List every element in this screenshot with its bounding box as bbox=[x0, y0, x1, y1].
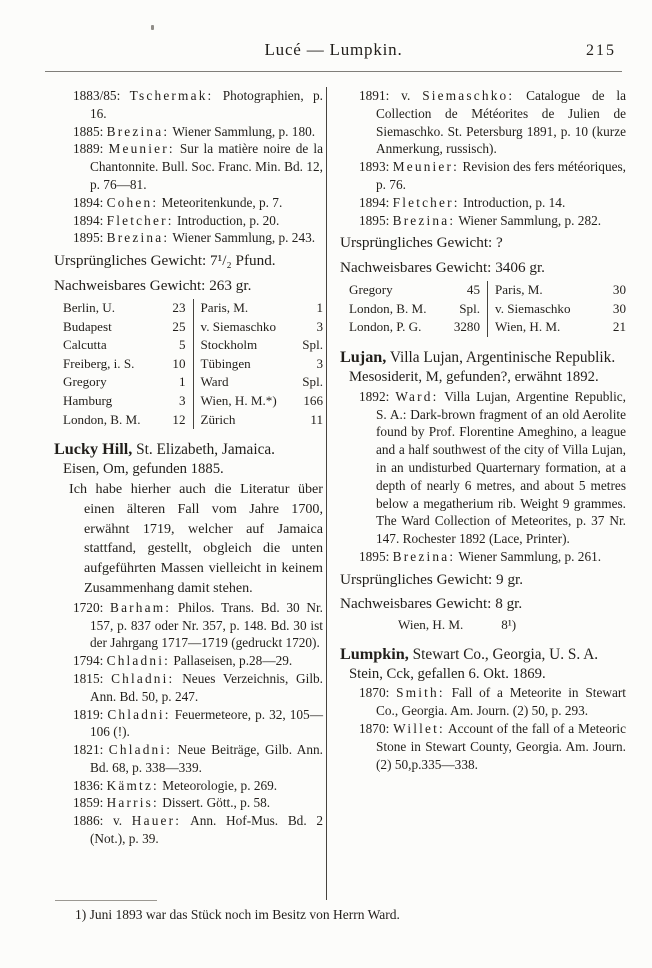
entry-year: 1894: bbox=[359, 194, 390, 210]
entry-text: Ann. Hof-Mus. Bd. 2 (Not.), p. 39. bbox=[90, 813, 323, 847]
bib-entry bbox=[54, 123, 323, 141]
collection-name: London, P. G. bbox=[349, 319, 422, 335]
entry-author: Hauer: bbox=[131, 813, 182, 829]
entry-author: Fletcher: bbox=[106, 212, 174, 228]
entry-author: Chladni: bbox=[108, 742, 173, 758]
table-half bbox=[487, 281, 626, 300]
entry-author: Meunier: bbox=[392, 159, 460, 175]
entry-text: Account of the fall of a Meteoric Stone in Stewart County, Georgia. Am. Journ. (2) 50,p.335—338. bbox=[376, 720, 626, 772]
table-half bbox=[487, 318, 626, 337]
collection-count: 12 bbox=[172, 411, 186, 427]
table-half bbox=[193, 392, 324, 411]
collection-name: Paris, M. bbox=[495, 282, 543, 298]
entry-year: 1859: bbox=[73, 795, 104, 811]
entry-year: 1895: bbox=[359, 548, 390, 564]
bib-entry bbox=[54, 599, 323, 652]
table-half bbox=[63, 392, 193, 411]
bib-entry bbox=[54, 229, 323, 247]
table-half bbox=[63, 318, 193, 337]
table-row bbox=[63, 355, 323, 374]
entry-year: 1894: bbox=[73, 194, 104, 210]
entry-author: Smith: bbox=[396, 685, 445, 701]
entry-year: 1815: bbox=[73, 670, 104, 686]
classification-line: Mesosiderit, M, gefunden?, erwähnt 1892. bbox=[349, 369, 599, 386]
collection-name: Stockholm bbox=[200, 337, 258, 353]
editorial-note: Ich habe hierher auch die Literatur über einen älteren Fall vom Jahre 1700, erwähnt 1719, welcher auf Jamaica stattfand, gestellt, obgleich die unten aufgeführten Massen vielleicht in keinem Zusammenhang damit stehen. bbox=[69, 480, 323, 596]
entry-year: 1870: bbox=[359, 720, 390, 736]
entry-year: 1836: bbox=[73, 777, 104, 793]
table-row bbox=[63, 299, 323, 318]
collection-name: Wien, H. M. bbox=[398, 616, 464, 632]
entry-year: 1886: v. bbox=[73, 813, 123, 829]
bib-entry bbox=[54, 741, 323, 777]
bib-entry bbox=[54, 706, 323, 742]
entry-text: Neues Verzeichnis, Gilb. Ann. Bd. 50, p. 247. bbox=[90, 670, 324, 704]
collection-name: v. Siemaschko bbox=[200, 318, 277, 334]
entry-author: Siemaschko: bbox=[422, 88, 515, 103]
entry-year: 1819: bbox=[73, 706, 104, 722]
bib-entry bbox=[54, 140, 323, 193]
collection-name: Gregory bbox=[63, 374, 107, 390]
table-half bbox=[193, 411, 324, 430]
entry-text: Meteorologie, p. 269. bbox=[162, 777, 278, 793]
table-row bbox=[63, 318, 323, 337]
collection-count: 30 bbox=[612, 300, 626, 316]
bib-entry bbox=[54, 87, 323, 123]
collection-count: 1 bbox=[178, 374, 186, 390]
footnote-rule bbox=[55, 900, 157, 901]
table-row bbox=[63, 336, 323, 355]
entry-year: 1720: bbox=[73, 599, 104, 615]
entry-text: Wiener Sammlung, p. 261. bbox=[458, 548, 602, 564]
table-row bbox=[349, 318, 626, 337]
collection-count: Spl. bbox=[459, 300, 480, 316]
entry-author: Chladni: bbox=[111, 670, 175, 686]
running-title: Lucé — Lumpkin. bbox=[264, 40, 403, 59]
original-weight-line: Ursprüngliches Gewicht: ? bbox=[340, 234, 503, 252]
entry-author: Brezina: bbox=[392, 212, 456, 228]
header-rule bbox=[45, 71, 622, 72]
entry-text: Introduction, p. 14. bbox=[462, 194, 566, 210]
table-half bbox=[63, 336, 193, 355]
entry-year: 1895: bbox=[73, 230, 104, 246]
table-half bbox=[193, 355, 324, 374]
original-weight-line: Ursprüngliches Gewicht: 7¹/₂ Pfund. bbox=[54, 252, 276, 270]
holdings-table bbox=[54, 299, 323, 429]
table-half bbox=[63, 299, 193, 318]
meteorite-name: Lucky Hill, bbox=[54, 440, 133, 459]
entry-author: Barham: bbox=[110, 599, 172, 615]
bib-entry bbox=[54, 670, 323, 706]
collection-count: 5 bbox=[178, 337, 186, 353]
collection-count: 3280 bbox=[453, 319, 480, 335]
verified-weight-line: Nachweisbares Gewicht: 263 gr. bbox=[54, 276, 252, 294]
holdings-table bbox=[340, 281, 626, 337]
table-half bbox=[349, 318, 487, 337]
table-half bbox=[63, 411, 193, 430]
bib-entry bbox=[54, 794, 323, 812]
entry-author: Fletcher: bbox=[392, 194, 460, 210]
collection-name: Paris, M. bbox=[200, 299, 249, 315]
table-half bbox=[487, 300, 626, 319]
bib-entry bbox=[340, 194, 626, 212]
bib-entry bbox=[340, 720, 626, 773]
meteorite-location: Stewart Co., Georgia, U. S. A. bbox=[412, 645, 599, 663]
section-heading-lucky-hill bbox=[54, 439, 323, 460]
meteorite-name: Lujan, bbox=[340, 347, 387, 366]
entry-author: Chladni: bbox=[107, 706, 171, 722]
left-column bbox=[54, 87, 323, 900]
page-number: 215 bbox=[586, 42, 616, 59]
meteorite-name: Lumpkin, bbox=[340, 644, 409, 663]
collection-name: London, B. M. bbox=[349, 300, 427, 316]
columns bbox=[54, 87, 626, 900]
collection-count: 1 bbox=[316, 299, 323, 315]
collection-count: 25 bbox=[172, 318, 186, 334]
table-half bbox=[349, 300, 487, 319]
entry-text: Pallaseisen, p.28—29. bbox=[173, 653, 293, 669]
classification-line: Eisen, Om, gefunden 1885. bbox=[63, 461, 224, 478]
section-heading-lujan bbox=[340, 347, 626, 368]
collection-name: Freiberg, i. S. bbox=[63, 355, 135, 371]
table-row bbox=[63, 411, 323, 430]
entry-text: Wiener Sammlung, p. 243. bbox=[172, 230, 316, 246]
entry-author: Brezina: bbox=[106, 230, 170, 246]
table-row bbox=[349, 281, 626, 300]
entry-text: Fall of a Meteorite in Stewart Co., Georgia. Am. Journ. (2) 50, p. 293. bbox=[376, 685, 626, 719]
bib-entry bbox=[54, 812, 323, 848]
entry-year: 1794: bbox=[73, 653, 104, 669]
bib-entry bbox=[340, 684, 626, 720]
collection-name: Wien, H. M. bbox=[495, 319, 561, 335]
bib-entry bbox=[340, 212, 626, 230]
collection-name: Ward bbox=[200, 374, 229, 390]
entry-text: Feuermeteore, p. 32, 105—106 (!). bbox=[90, 706, 323, 740]
table-half bbox=[193, 318, 324, 337]
entry-text: Wiener Sammlung, p. 180. bbox=[172, 123, 316, 139]
bib-entry bbox=[54, 212, 323, 230]
collection-count: 45 bbox=[466, 282, 480, 298]
collection-name: v. Siemaschko bbox=[495, 300, 571, 316]
entry-author: Brezina: bbox=[392, 548, 456, 564]
collection-name: Berlin, U. bbox=[63, 299, 116, 315]
entry-author: Ward: bbox=[395, 388, 439, 404]
right-column bbox=[327, 87, 626, 900]
entry-year: 1893: bbox=[359, 159, 390, 175]
collection-name: Zürich bbox=[200, 411, 236, 427]
entry-text: Catalogue de la Collection de Météorites de Julien de Siemaschko. St. Petersburg 1891, p. 10 (kurze Anmerkung, russisch). bbox=[376, 88, 626, 157]
collection-count: 11 bbox=[310, 411, 323, 427]
bib-entry bbox=[340, 548, 626, 566]
page-header bbox=[45, 40, 622, 64]
entry-year: 1870: bbox=[359, 685, 390, 701]
entry-text: Neue Beiträge, Gilb. Ann. Bd. 68, p. 338—339. bbox=[90, 742, 323, 775]
single-holding-row bbox=[340, 615, 626, 634]
collection-count: 8¹) bbox=[501, 616, 517, 632]
meteorite-location: St. Elizabeth, Jamaica. bbox=[136, 441, 275, 459]
table-half bbox=[193, 336, 324, 355]
entry-year: 1885: bbox=[73, 123, 104, 139]
collection-name: Tübingen bbox=[200, 355, 251, 371]
table-row bbox=[349, 300, 626, 319]
entry-text: Sur la matière noire de la Chantonnite. Bull. Soc. Franc. Min. Bd. 12, p. 76—81. bbox=[90, 141, 324, 192]
entry-text: Philos. Trans. Bd. 30 Nr. 157, p. 837 oder Nr. 357, p. 148. Bd. 30 ist der Jahrgang 1717—1719 (gedruckt 1720). bbox=[90, 599, 323, 651]
collection-count: 23 bbox=[172, 299, 186, 315]
entry-text: Dissert. Gött., p. 58. bbox=[162, 795, 271, 811]
bib-entry bbox=[340, 87, 626, 158]
verified-weight-line: Nachweisbares Gewicht: 3406 gr. bbox=[340, 258, 545, 276]
classification-line: Stein, Cck, gefallen 6. Okt. 1869. bbox=[349, 665, 546, 682]
entry-text: Villa Lujan, Argentine Republic, S. A.: Dark-brown fragment of an old Aerolite found by Prof. Florentine Ameghino, a league and a half southwest of the city of Villa Lujan, in an undisturbed Quarternary formation, at a depth of nearly 6 metres, and about 5 metres below a megatherium rib. Weight 9 grammes. The Ward Collection of Meteorites, p. 37 Nr. 147. Rochester 1892 (Lace, Printer). bbox=[376, 388, 626, 547]
entry-year: 1892: bbox=[359, 388, 390, 404]
entry-author: Meunier: bbox=[108, 141, 175, 157]
collection-name: Calcutta bbox=[63, 337, 107, 353]
entry-author: Cohen: bbox=[106, 194, 159, 210]
collection-name: London, B. M. bbox=[63, 411, 141, 427]
table-half bbox=[63, 373, 193, 392]
collection-name: Wien, H. M.*) bbox=[200, 392, 277, 408]
table-row bbox=[63, 373, 323, 392]
entry-year: 1894: bbox=[73, 212, 104, 228]
section-heading-lumpkin bbox=[340, 644, 626, 665]
entry-text: Meteoritenkunde, p. 7. bbox=[161, 194, 283, 210]
entry-year: 1895: bbox=[359, 212, 390, 228]
entry-year: 1891: v. bbox=[359, 88, 411, 103]
entry-author: Chladni: bbox=[106, 653, 170, 669]
entry-author: Tschermak: bbox=[129, 88, 214, 103]
entry-author: Harris: bbox=[106, 795, 159, 811]
bib-entry bbox=[54, 777, 323, 795]
bib-entry bbox=[54, 194, 323, 212]
collection-count: 30 bbox=[612, 282, 626, 298]
table-half bbox=[63, 355, 193, 374]
entry-author: Kämtz: bbox=[106, 777, 159, 793]
collection-count: 3 bbox=[316, 355, 323, 371]
original-weight-line: Ursprüngliches Gewicht: 9 gr. bbox=[340, 570, 524, 588]
bib-entry bbox=[340, 388, 626, 548]
table-row bbox=[63, 392, 323, 411]
entry-text: Wiener Sammlung, p. 282. bbox=[458, 212, 602, 228]
collection-name: Hamburg bbox=[63, 392, 113, 408]
table-half bbox=[193, 373, 324, 392]
entry-text: Photographien, p. 16. bbox=[90, 88, 323, 121]
scan-speck bbox=[151, 25, 154, 30]
collection-count: 21 bbox=[612, 319, 626, 335]
collection-count: 3 bbox=[178, 392, 186, 408]
table-half bbox=[193, 299, 324, 318]
meteorite-location: Villa Lujan, Argentinische Republik. bbox=[389, 348, 616, 366]
collection-count: Spl. bbox=[302, 374, 323, 390]
collection-count: 10 bbox=[172, 355, 186, 371]
table-half bbox=[349, 281, 487, 300]
entry-year: 1883/85: bbox=[73, 88, 121, 103]
footnote: 1) Juni 1893 war das Stück noch im Besitz von Herrn Ward. bbox=[75, 907, 400, 922]
entry-author: Willet: bbox=[393, 720, 445, 736]
collection-count: Spl. bbox=[302, 337, 323, 353]
entry-year: 1821: bbox=[73, 742, 104, 758]
collection-name: Budapest bbox=[63, 318, 112, 334]
collection-name: Gregory bbox=[349, 282, 393, 298]
bib-entry bbox=[54, 652, 323, 670]
entry-text: Introduction, p. 20. bbox=[176, 212, 280, 228]
entry-text: Revision des fers météoriques, p. 76. bbox=[376, 159, 626, 192]
bib-entry bbox=[340, 158, 626, 194]
verified-weight-line: Nachweisbares Gewicht: 8 gr. bbox=[340, 595, 523, 613]
entry-author: Brezina: bbox=[106, 123, 170, 139]
collection-count: 166 bbox=[303, 392, 323, 408]
collection-count: 3 bbox=[316, 318, 323, 334]
entry-year: 1889: bbox=[73, 141, 104, 157]
